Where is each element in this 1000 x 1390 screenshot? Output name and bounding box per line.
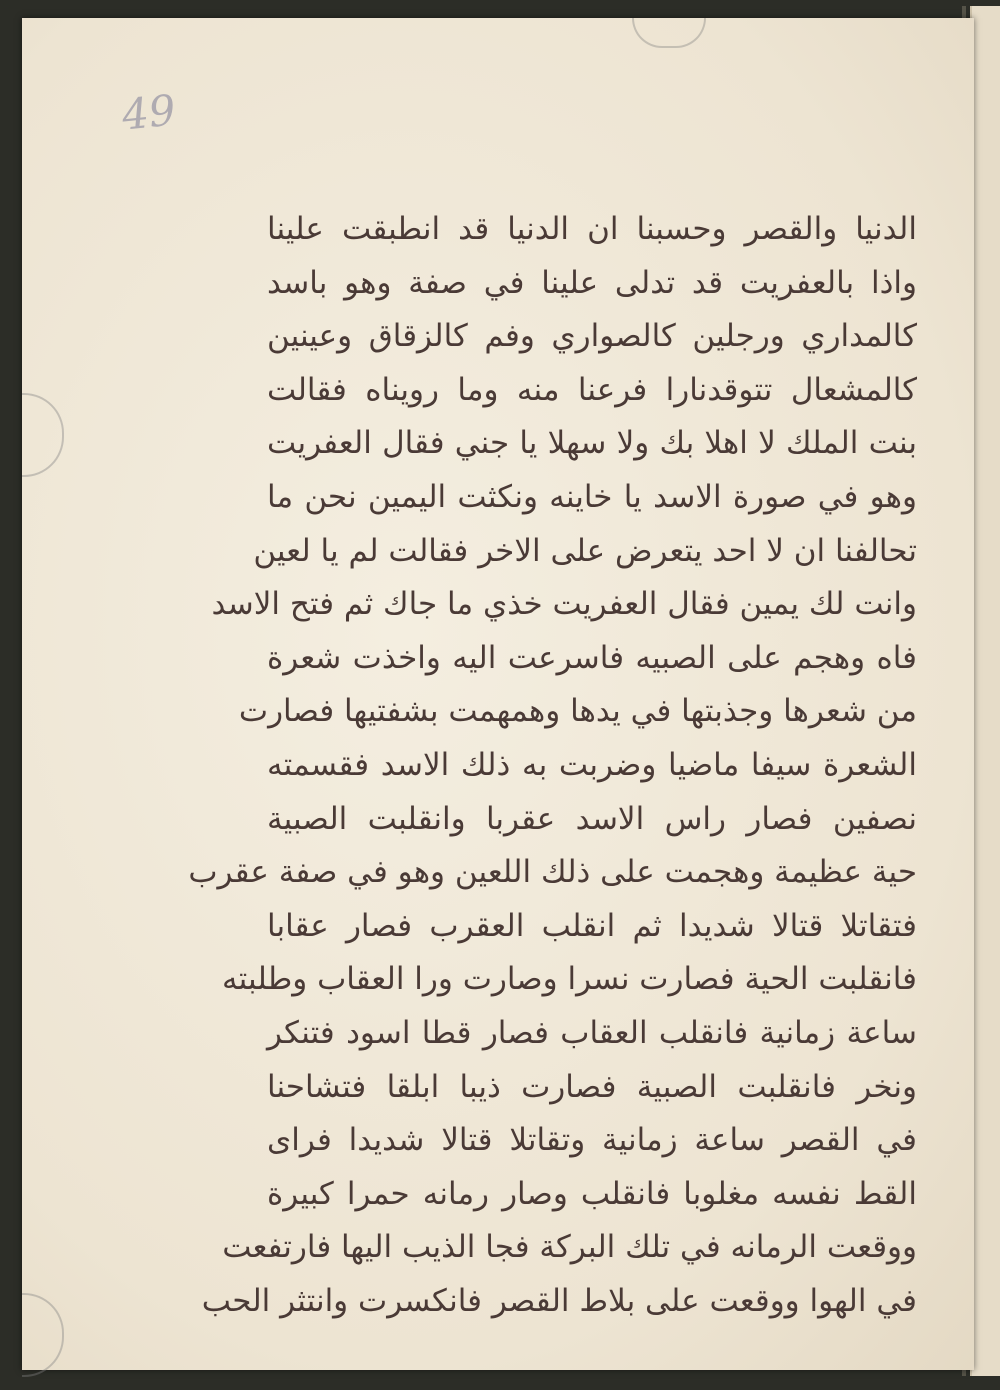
text-line-15: فانقلبت الحية فصارت نسرا وصارت ورا العقاب وطلبته [222,961,917,998]
text-line-1: الدنيا والقصر وحسبنا ان الدنيا قد انطبقت علينا [267,211,917,247]
left-clip-mark-lower [22,1293,64,1377]
text-line-3: كالمداري ورجلين كالصواري وفم كالزقاق وعينين [267,318,917,355]
text-line-13: حية عظيمة وهجمت على ذلك اللعين وهو في صفة عقرب [188,854,917,891]
text-line-6: وهو في صورة الاسد يا خاينه ونكثت اليمين نحن ما [267,478,917,515]
text-line-20: ووقعت الرمانه في تلك البركة فجا الذيب اليها فارتفعت [222,1229,917,1266]
manuscript-text-block [188,203,917,1328]
text-line-18: في القصر ساعة زمانية وتقاتلا قتالا شديدا فراى [267,1122,917,1159]
text-line-12: نصفين فصار راس الاسد عقربا وانقلبت الصبية [267,800,917,837]
text-line-4: كالمشعال تتوقدنارا فرعنا منه وما رويناه فقالت [267,371,917,408]
text-line-5: بنت الملك لا اهلا بك ولا سهلا يا جني فقال العفريت [267,425,917,462]
text-line-19: القط نفسه مغلوبا فانقلب وصار رمانه حمرا كبيرة [267,1175,917,1212]
left-clip-mark-upper [22,393,64,477]
text-line-17: ونخر فانقلبت الصبية فصارت ذيبا ابلقا فتشاحنا [267,1068,917,1105]
text-line-7: تحالفنا ان لا احد يتعرض على الاخر فقالت لم يا لعين [253,532,917,569]
text-line-9: فاه وهجم على الصبيه فاسرعت اليه واخذت شعرة [267,639,917,676]
folio-number: 49 [119,85,178,140]
text-line-8: وانت لك يمين فقال العفريت خذي ما جاك ثم فتح الاسد [211,586,917,623]
text-line-16: ساعة زمانية فانقلب العقاب فصار قطا اسود فتنكر [267,1014,917,1051]
adjacent-page-edge [970,6,1000,1376]
manuscript-page [22,18,974,1370]
top-clip-mark [632,18,706,48]
text-line-21: في الهوا ووقعت على بلاط القصر فانكسرت وانتثر الحب [201,1282,917,1319]
text-line-11: الشعرة سيفا ماضيا وضربت به ذلك الاسد فقسمته [267,746,917,783]
text-line-2: واذا بالعفريت قد تدلى علينا في صفة وهو باسد [267,264,917,301]
text-line-10: من شعرها وجذبتها في يدها وهمهمت بشفتيها فصارت [238,693,917,730]
text-line-14: فتقاتلا قتالا شديدا ثم انقلب العقرب فصار عقابا [267,907,917,944]
